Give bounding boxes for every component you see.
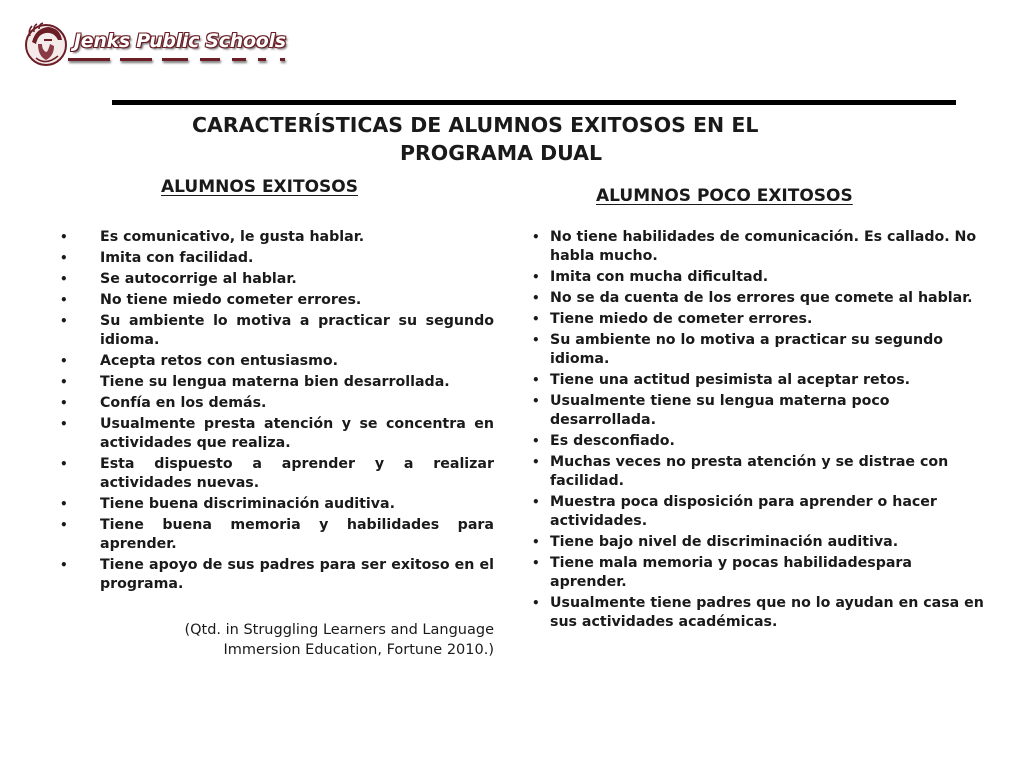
school-logo [22, 22, 286, 72]
bullet-icon: • [60, 558, 68, 572]
list-item: • No tiene miedo cometer errores. [60, 292, 362, 308]
bullet-icon: • [60, 354, 68, 368]
list-item: • Tiene su lengua materna bien desarrollada. [60, 374, 450, 390]
title-line-2: PROGRAMA DUAL [400, 141, 603, 165]
list-item: • Tiene apoyo de sus padres para ser exitoso en el programa. [60, 557, 494, 592]
list-item: • Esta dispuesto a aprender y a realizar actividades nuevas. [60, 456, 494, 491]
bullet-icon: • [60, 518, 68, 532]
list-item: • No se da cuenta de los errores que comete al hablar. [532, 290, 973, 306]
list-item: • Usualmente presta atención y se concentra en actividades que realiza. [60, 416, 494, 451]
successful-students-list [60, 228, 494, 596]
bullet-icon: • [60, 230, 68, 244]
citation-line-1: (Qtd. in Struggling Learners and Language [184, 622, 494, 638]
bullet-icon: • [60, 457, 68, 471]
bullet-icon: • [532, 535, 540, 549]
list-item: • Muestra poca disposición para aprender o hacer actividades. [532, 494, 937, 529]
left-column-heading: ALUMNOS EXITOSOS [161, 177, 358, 197]
bullet-icon: • [60, 272, 68, 286]
bullet-icon: • [60, 497, 68, 511]
bullet-icon: • [60, 314, 68, 328]
list-item: • Es comunicativo, le gusta hablar. [60, 229, 365, 245]
bullet-icon: • [532, 373, 540, 387]
list-item: • Tiene miedo de cometer errores. [532, 311, 813, 327]
bullet-icon: • [60, 251, 68, 265]
bullet-icon: • [532, 596, 540, 610]
list-item: • Tiene buena discriminación auditiva. [60, 496, 395, 512]
logo-text: Jenks Public Schools [74, 30, 286, 52]
list-item: • Muchas veces no presta atención y se distrae con facilidad. [532, 454, 949, 489]
list-item: • Su ambiente no lo motiva a practicar su segundo idioma. [532, 332, 943, 367]
citation [100, 620, 494, 660]
trojan-helmet-icon [24, 22, 68, 68]
list-item: • Tiene buena memoria y habilidades para aprender. [60, 517, 494, 552]
bullet-icon: • [532, 495, 540, 509]
bullet-icon: • [532, 230, 540, 244]
list-item: • Se autocorrige al hablar. [60, 271, 297, 287]
citation-line-2: Immersion Education, Fortune 2010.) [223, 642, 494, 658]
list-item: • Tiene mala memoria y pocas habilidadespara aprender. [532, 555, 912, 590]
list-item: • Su ambiente lo motiva a practicar su segundo idioma. [60, 313, 494, 348]
list-item: • No tiene habilidades de comunicación. Es callado. No habla mucho. [532, 229, 977, 264]
list-item: • Usualmente tiene su lengua materna poco desarrollada. [532, 393, 890, 428]
bullet-icon: • [532, 291, 540, 305]
logo-dashes [68, 58, 298, 64]
bullet-icon: • [60, 396, 68, 410]
list-item: • Usualmente tiene padres que no lo ayudan en casa en sus actividades académicas. [532, 595, 984, 630]
list-item: • Tiene bajo nivel de discriminación auditiva. [532, 534, 899, 550]
list-item: • Imita con mucha dificultad. [532, 269, 769, 285]
list-item: • Es desconfiado. [532, 433, 675, 449]
bullet-icon: • [532, 455, 540, 469]
list-item: • Acepta retos con entusiasmo. [60, 353, 339, 369]
title-divider [112, 100, 956, 105]
title-line-1: CARACTERÍSTICAS DE ALUMNOS EXITOSOS EN EL [192, 113, 759, 137]
bullet-icon: • [60, 375, 68, 389]
bullet-icon: • [532, 312, 540, 326]
list-item: • Confía en los demás. [60, 395, 267, 411]
bullet-icon: • [532, 434, 540, 448]
bullet-icon: • [60, 293, 68, 307]
bullet-icon: • [532, 556, 540, 570]
bullet-icon: • [532, 270, 540, 284]
bullet-icon: • [60, 417, 68, 431]
bullet-icon: • [532, 333, 540, 347]
right-column-heading: ALUMNOS POCO EXITOSOS [596, 186, 853, 206]
unsuccessful-students-list [532, 228, 988, 634]
list-item: • Imita con facilidad. [60, 250, 254, 266]
page-title [112, 111, 956, 167]
list-item: • Tiene una actitud pesimista al aceptar retos. [532, 372, 911, 388]
bullet-icon: • [532, 394, 540, 408]
